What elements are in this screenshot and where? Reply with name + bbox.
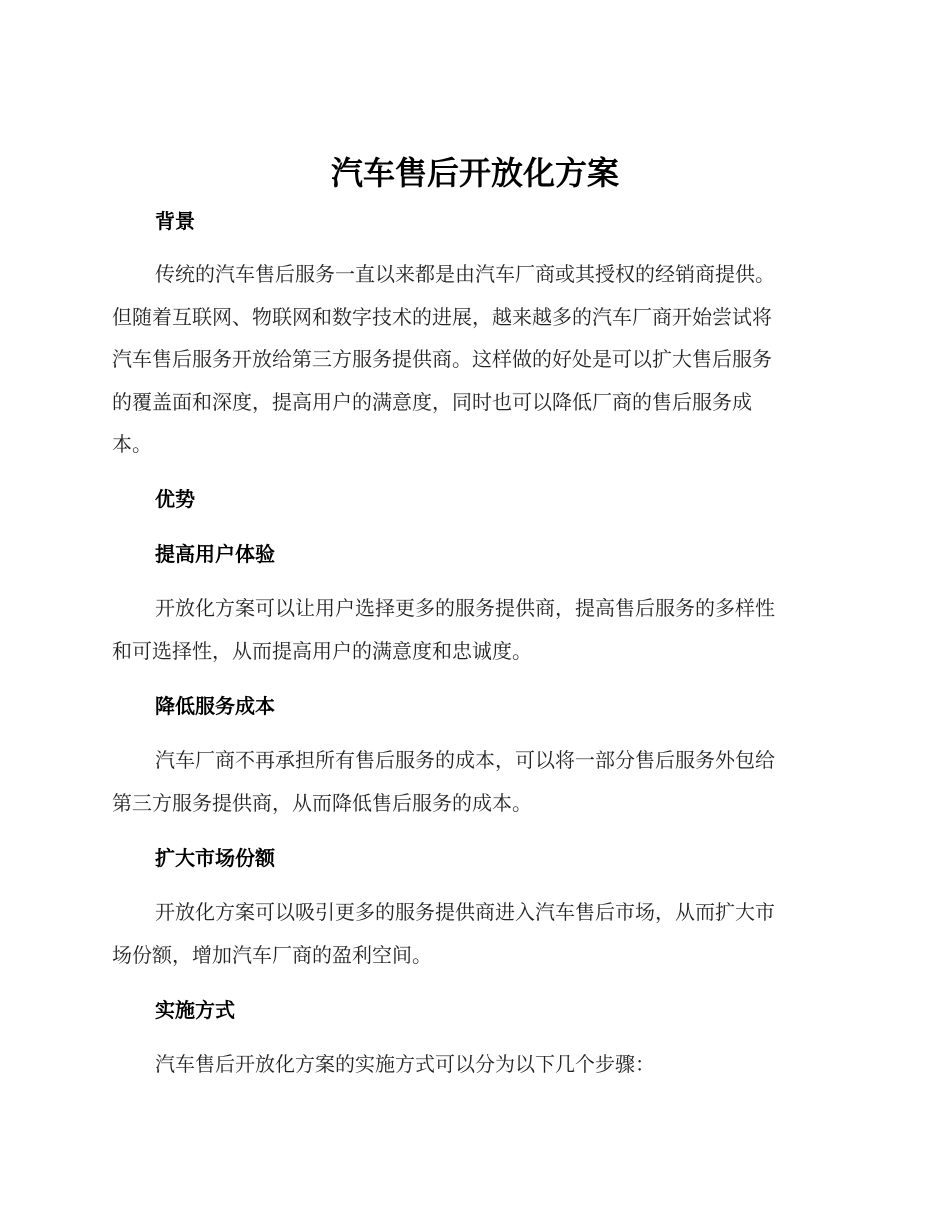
section-heading-improve-experience: 提高用户体验: [155, 542, 275, 566]
paragraph-line: 第三方服务提供商，从而降低售后服务的成本。: [112, 790, 532, 815]
paragraph-line: 传统的汽车售后服务一直以来都是由汽车厂商或其授权的经销商提供。: [155, 262, 775, 286]
paragraph-reduce-cost: [112, 739, 832, 824]
paragraph-line: 开放化方案可以吸引更多的服务提供商进入汽车售后市场，从而扩大市: [155, 900, 775, 924]
section-heading-implementation: 实施方式: [155, 998, 235, 1022]
section-heading-advantages: 优势: [155, 487, 195, 511]
paragraph-line: 场份额，增加汽车厂商的盈利空间。: [112, 942, 432, 967]
paragraph-background: [112, 253, 832, 466]
section-heading-expand-market: 扩大市场份额: [155, 846, 275, 870]
paragraph-line: 汽车厂商不再承担所有售后服务的成本，可以将一部分售后服务外包给: [155, 748, 775, 772]
paragraph-line: 汽车售后服务开放给第三方服务提供商。这样做的好处是可以扩大售后服务: [112, 347, 772, 371]
section-heading-reduce-cost: 降低服务成本: [155, 694, 275, 718]
paragraph-improve-experience: [112, 587, 832, 672]
document-title: 汽车售后开放化方案: [330, 154, 619, 192]
paragraph-line: 汽车售后开放化方案的实施方式可以分为以下几个步骤：: [155, 1052, 655, 1076]
paragraph-line: 和可选择性，从而提高用户的满意度和忠诚度。: [112, 638, 532, 663]
paragraph-line: 的覆盖面和深度，提高用户的满意度，同时也可以降低厂商的售后服务成: [112, 389, 752, 414]
paragraph-expand-market: [112, 891, 832, 976]
section-heading-background: 背景: [155, 209, 195, 233]
paragraph-line: 但随着互联网、物联网和数字技术的进展，越来越多的汽车厂商开始尝试将: [112, 304, 772, 329]
paragraph-line: 开放化方案可以让用户选择更多的服务提供商，提高售后服务的多样性: [155, 596, 775, 620]
paragraph-line: 本。: [112, 432, 152, 456]
paragraph-implementation: [112, 1043, 832, 1086]
